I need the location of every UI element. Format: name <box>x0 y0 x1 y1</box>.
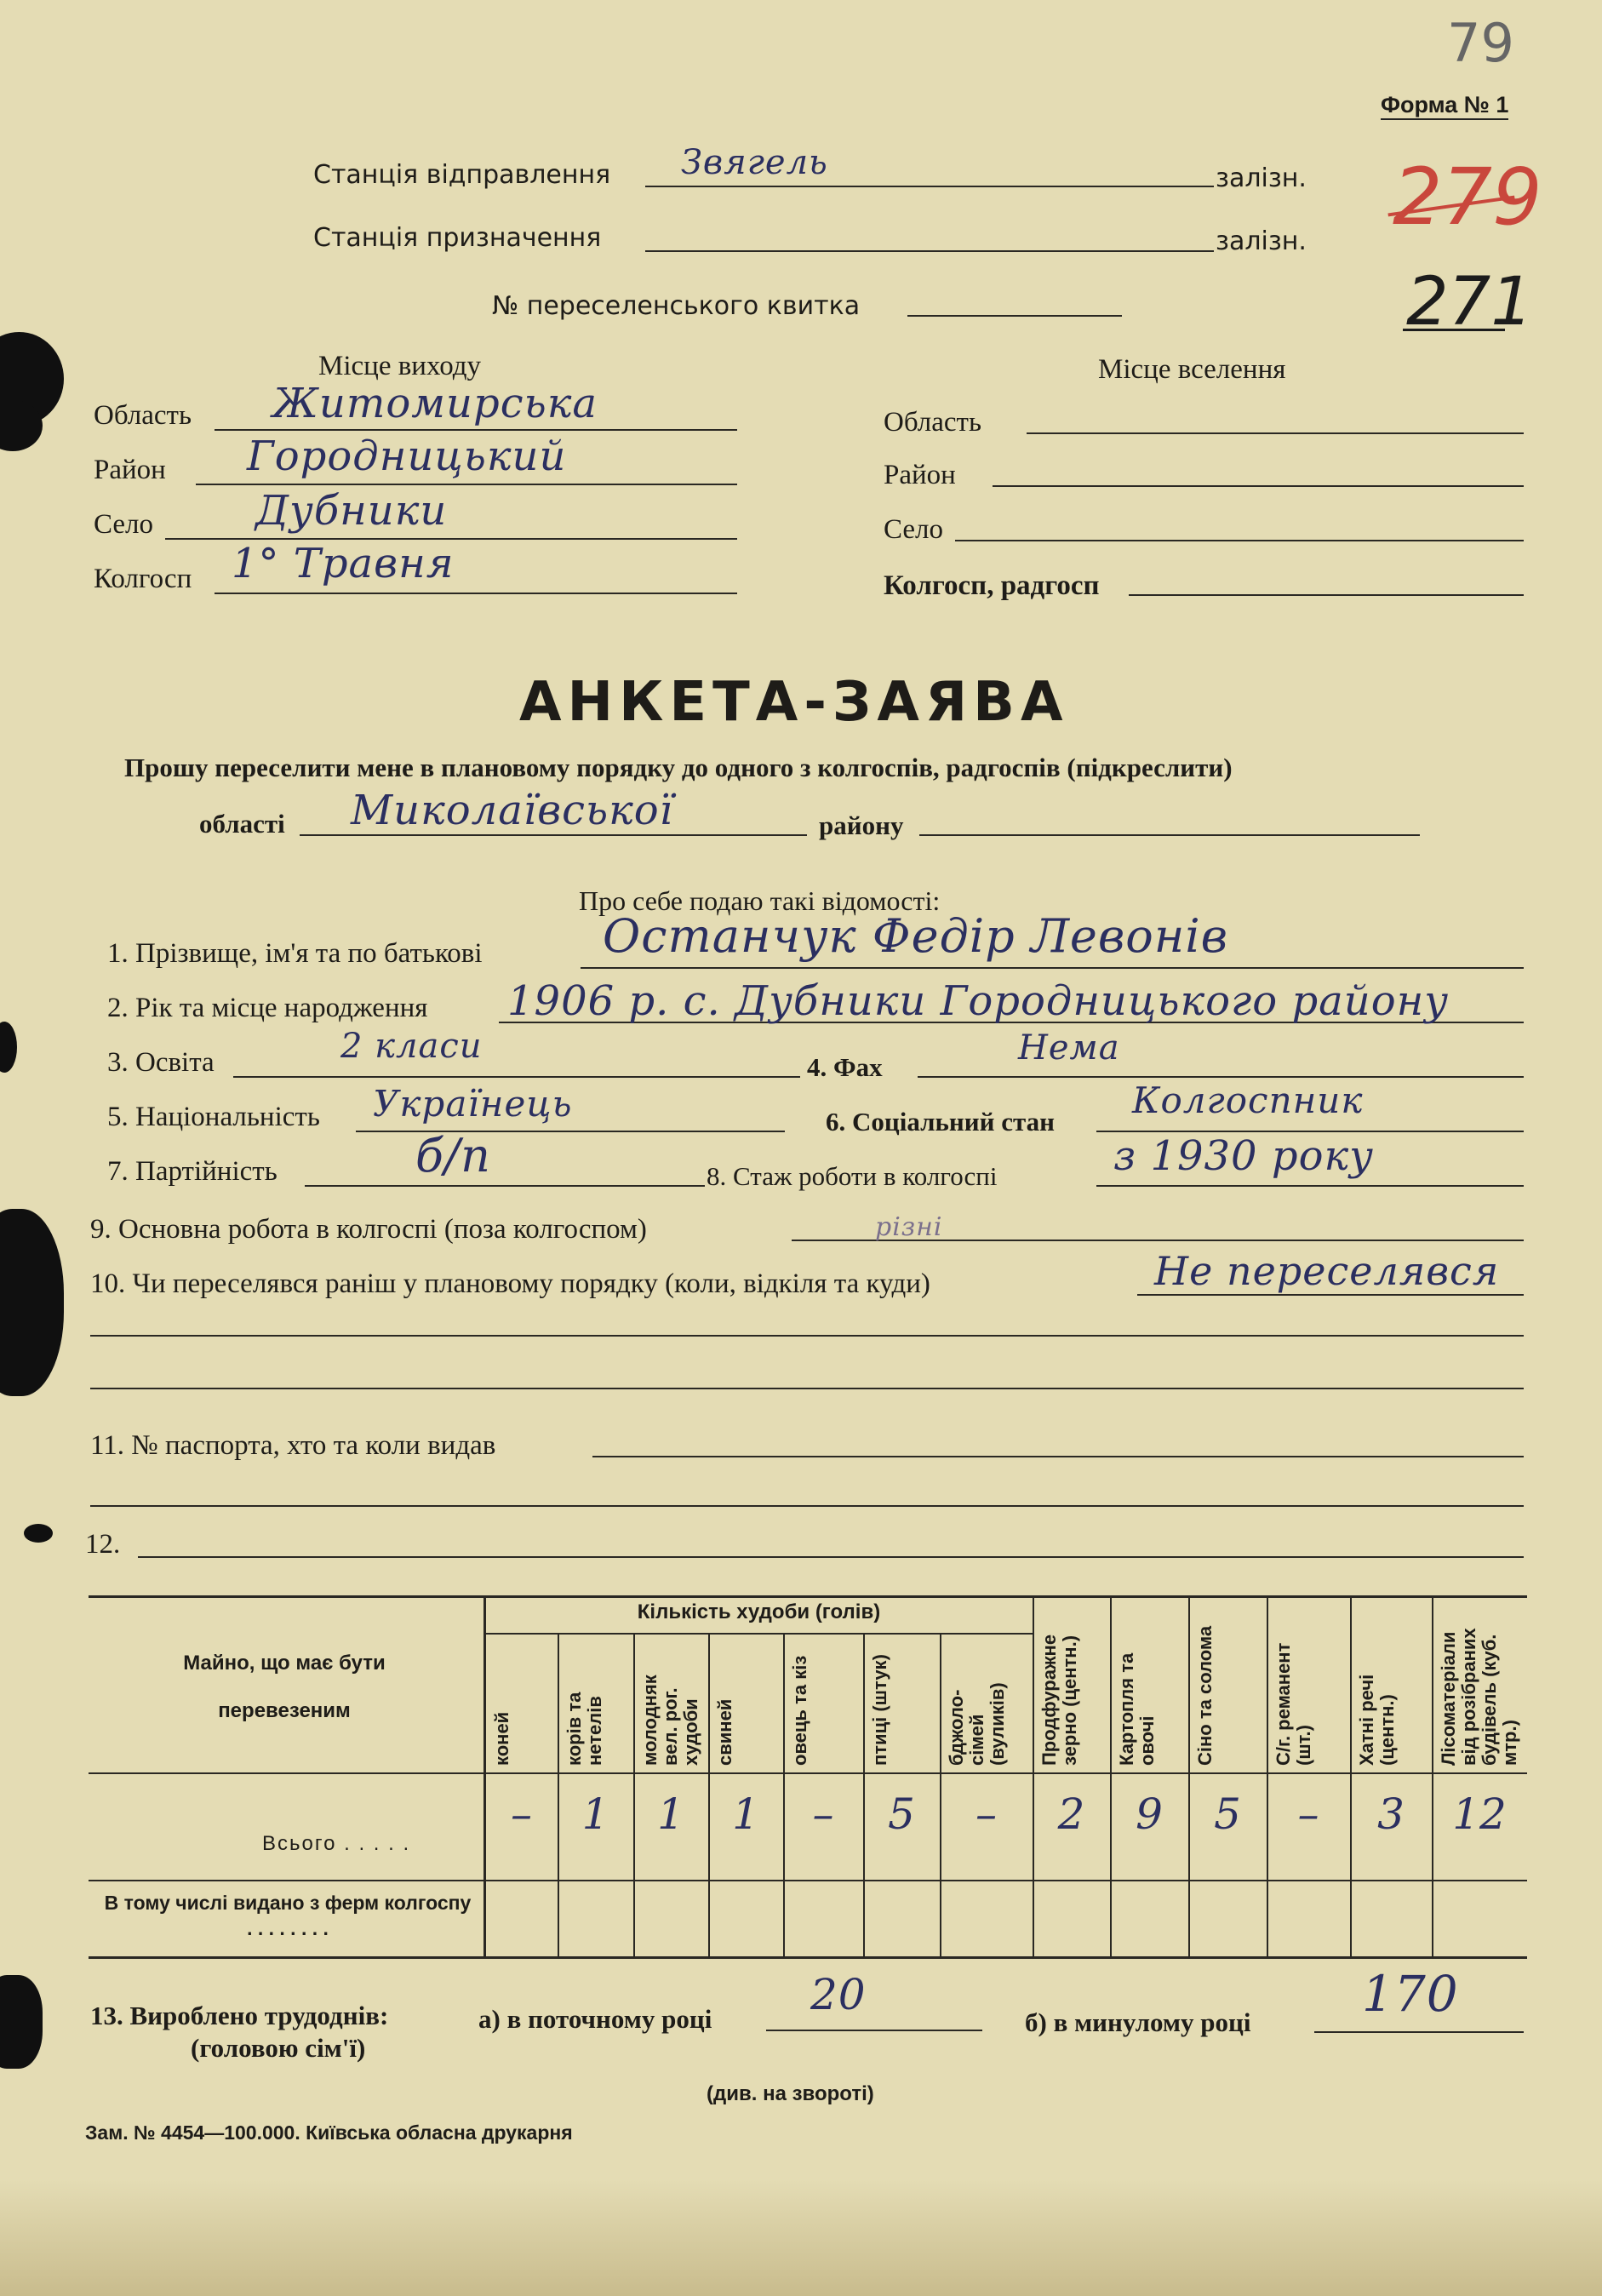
q7-line <box>305 1185 705 1187</box>
q10-line <box>1137 1294 1524 1296</box>
origin-selo-value: Дубники <box>255 487 448 535</box>
raionu-label: району <box>819 810 904 840</box>
about-label: Про себе подаю такі відомості: <box>579 885 941 916</box>
q13-b-line <box>1314 2031 1524 2033</box>
q1-line <box>581 967 1524 969</box>
station-destination-label: Станція призначення <box>313 223 602 253</box>
table-col-line <box>1033 1595 1034 1958</box>
q13-a-value: 20 <box>810 1970 867 2019</box>
settle-kolhosp-label: Колгосп, радгосп <box>884 570 1100 601</box>
ink-blot <box>0 1209 64 1396</box>
livestock-group-line <box>485 1633 1033 1635</box>
station-departure-line <box>645 186 1214 187</box>
q6-label: 6. Соціальний стан <box>826 1107 1055 1137</box>
origin-oblast-value: Житомирська <box>272 380 598 427</box>
table-col-line <box>940 1635 941 1958</box>
table-column-header: овець та кіз <box>789 1655 810 1766</box>
property-table <box>89 1595 1527 1958</box>
table-col-line <box>1350 1595 1352 1958</box>
table-total-value: 9 <box>1136 1789 1163 1839</box>
q13-a-line <box>766 2030 982 2031</box>
table-total-value: 1 <box>732 1789 759 1839</box>
ink-number-underline <box>1403 329 1505 331</box>
raionu-line <box>919 834 1420 836</box>
ink-blot <box>0 1022 17 1073</box>
table-column-header: Картопля та овочі <box>1116 1652 1158 1766</box>
q10-label: 10. Чи переселявся раніш у плановому порядку (коли, відкіля та куди) <box>90 1268 930 1299</box>
ticket-line <box>907 315 1122 317</box>
q3-label: 3. Освіта <box>107 1047 215 1078</box>
livestock-group-header: Кількість худоби (голів) <box>637 1600 881 1623</box>
q9-label: 9. Основна робота в колгоспі (поза колгоспом) <box>90 1214 647 1245</box>
q8-value: з 1930 року <box>1113 1132 1374 1180</box>
origin-raion-value: Городницький <box>247 432 567 480</box>
q6-value: Колгоспник <box>1132 1079 1364 1121</box>
settle-selo-line <box>955 540 1524 541</box>
origin-raion-label: Район <box>94 455 166 485</box>
oblasti-value: Миколаївської <box>351 787 674 834</box>
table-total-value: 1 <box>581 1789 609 1839</box>
table-row2-line <box>89 1880 1527 1881</box>
table-column-header: Лісоматеріали від розібраних будівель (куб. мтр.) <box>1438 1628 1520 1766</box>
table-total-value: – <box>976 1789 997 1839</box>
q4-label: 4. Фах <box>807 1052 883 1082</box>
oblasti-label: області <box>199 809 285 839</box>
table-col-line <box>1110 1595 1112 1958</box>
q13-label: 13. Вироблено трудоднів: <box>90 2001 389 2030</box>
q13-sub: (головою сім'ї) <box>191 2033 366 2063</box>
q3-value: 2 класи <box>340 1027 483 1066</box>
q7-label: 7. Партійність <box>107 1156 277 1187</box>
origin-raion-line <box>196 484 737 485</box>
table-total-value: 1 <box>657 1789 684 1839</box>
see-reverse: (див. на звороті) <box>707 2082 874 2105</box>
station-departure-value: Звягель <box>681 143 828 182</box>
q2-value: 1906 р. с. Дубники Городницького району <box>507 977 1450 1025</box>
q5-value: Українець <box>373 1083 573 1125</box>
red-number: 279 <box>1393 152 1542 243</box>
settle-raion-label: Район <box>884 460 956 490</box>
bottom-wear <box>0 2179 1602 2296</box>
q12-line <box>138 1556 1524 1558</box>
q2-label: 2. Рік та місце народження <box>107 993 428 1023</box>
q4-value: Нема <box>1018 1028 1120 1068</box>
table-row1-line <box>89 1772 1527 1774</box>
q9-value: різні <box>875 1212 943 1242</box>
ink-number: 271 <box>1406 264 1533 341</box>
table-col-line <box>1267 1595 1268 1958</box>
station-departure-suffix: залізн. <box>1216 163 1307 193</box>
property-header: Майно, що має бути перевезеним <box>183 1652 386 1722</box>
station-departure-label: Станція відправлення <box>313 160 611 190</box>
origin-selo-label: Село <box>94 509 154 540</box>
station-destination-line <box>645 250 1214 252</box>
q13-b-value: 170 <box>1362 1965 1459 2023</box>
settle-selo-label: Село <box>884 514 944 545</box>
table-column-header: молодняк вел. рог. худоби <box>639 1675 701 1766</box>
ink-blot <box>0 1975 43 2069</box>
table-col-line <box>1188 1595 1190 1958</box>
request-text: Прошу переселити мене в плановому порядку до одного з колгоспів, радгоспів (підкреслити) <box>124 753 1233 782</box>
printer-line: Зам. № 4454—100.000. Київська обласна друкарня <box>85 2121 573 2144</box>
settle-oblast-line <box>1027 432 1524 434</box>
table-column-header: бджоло-сімей (вуликів) <box>946 1682 1008 1766</box>
q7-value: б/п <box>415 1129 491 1182</box>
q11-line <box>592 1456 1524 1457</box>
q8-label: 8. Стаж роботи в колгоспі <box>707 1161 998 1191</box>
q12-label: 12. <box>85 1529 121 1560</box>
total-label: Всього . . . . . <box>262 1832 411 1855</box>
origin-oblast-label: Область <box>94 400 192 431</box>
table-total-value: 5 <box>888 1789 915 1839</box>
table-total-value: – <box>1297 1789 1319 1839</box>
origin-kolhosp-line <box>215 593 737 594</box>
table-column-header: Сіно та солома <box>1194 1625 1216 1766</box>
table-column-header: Продфуражне зерно (центн.) <box>1038 1634 1080 1766</box>
origin-kolhosp-label: Колгосп <box>94 564 192 594</box>
origin-kolhosp-value: 1° Травня <box>232 540 455 587</box>
q5-label: 5. Національність <box>107 1102 320 1132</box>
table-total-value: – <box>511 1789 532 1839</box>
ticket-label: № переселенського квитка <box>492 291 861 321</box>
q10-line-2 <box>90 1335 1524 1337</box>
q1-value: Останчук Федір Левонів <box>603 909 1229 963</box>
q10-value: Не переселявся <box>1154 1248 1500 1294</box>
origin-heading: Місце виходу <box>318 351 482 381</box>
settle-heading: Місце вселення <box>1098 354 1286 385</box>
q4-line <box>918 1076 1524 1078</box>
oblasti-line <box>300 834 807 836</box>
q13-a-label: а) в поточному році <box>478 2004 712 2034</box>
q11-line-2 <box>90 1505 1524 1507</box>
table-total-value: 12 <box>1452 1789 1507 1839</box>
table-total-value: 5 <box>1214 1789 1241 1839</box>
origin-oblast-line <box>215 429 737 431</box>
settle-kolhosp-line <box>1129 594 1524 596</box>
table-top <box>89 1595 1527 1598</box>
q10-line-3 <box>90 1388 1524 1389</box>
ink-blot <box>24 1524 53 1543</box>
settle-raion-line <box>993 485 1524 487</box>
table-column-header: Хатні речі (центн.) <box>1356 1674 1398 1766</box>
q11-label: 11. № паспорта, хто та коли видав <box>90 1430 496 1461</box>
station-destination-suffix: залізн. <box>1216 226 1307 256</box>
table-total-value: 3 <box>1377 1789 1405 1839</box>
table-column-header: коней <box>491 1711 512 1766</box>
table-column-header: С/г. реманент (шт.) <box>1273 1642 1314 1766</box>
farm-label: В тому числі видано з ферм колгоспу . . . . . . . . <box>104 1892 472 1939</box>
q13-b-label: б) в минулому році <box>1025 2007 1251 2037</box>
table-col-line <box>1432 1595 1433 1958</box>
table-col-line <box>483 1595 486 1958</box>
table-column-header: птиці (штук) <box>869 1654 890 1766</box>
archive-number: 79 <box>1447 12 1514 74</box>
table-bottom <box>89 1956 1527 1959</box>
page-title: АНКЕТА-ЗАЯВА <box>519 671 1069 734</box>
q3-line <box>233 1076 800 1078</box>
table-column-header: свиней <box>714 1698 735 1766</box>
q1-label: 1. Прізвище, ім'я та по батькові <box>107 938 483 969</box>
table-total-value: 2 <box>1057 1789 1085 1839</box>
q8-line <box>1096 1185 1524 1187</box>
table-total-value: – <box>812 1789 834 1839</box>
table-column-header: корів та нетелів <box>564 1692 605 1766</box>
form-label: Форма № 1 <box>1381 92 1508 120</box>
settle-oblast-label: Область <box>884 407 982 438</box>
